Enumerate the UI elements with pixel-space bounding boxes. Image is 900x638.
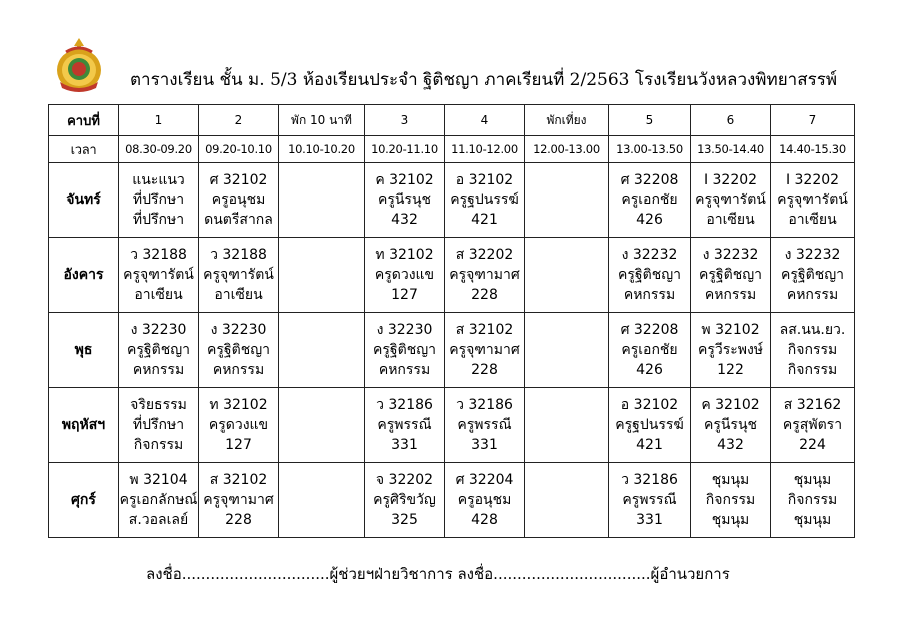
class-cell-line: ง 32230 bbox=[376, 322, 433, 338]
class-cell-line: ส 32102 bbox=[455, 322, 514, 338]
class-cell bbox=[609, 313, 691, 388]
class-cell-line: ค 32102 bbox=[701, 397, 760, 413]
class-cell-line: ส 32162 bbox=[783, 397, 842, 413]
class-cell-line: ครูศิริขวัญ bbox=[373, 492, 436, 508]
class-cell-line: ครูจุฑารัตน์ bbox=[203, 267, 274, 283]
class-cell-line: ครูจุฑารัตน์ bbox=[695, 192, 766, 208]
class-cell-line: 426 bbox=[636, 212, 663, 228]
class-cell-line: กิจกรรม bbox=[787, 342, 838, 358]
class-cell-line: ศ 32102 bbox=[209, 172, 268, 188]
time-cell: 10.20-11.10 bbox=[365, 136, 445, 163]
class-cell bbox=[691, 463, 771, 538]
class-cell bbox=[199, 463, 279, 538]
class-cell-line: 122 bbox=[717, 362, 744, 378]
class-cell-line: 421 bbox=[471, 212, 498, 228]
class-cell bbox=[771, 238, 855, 313]
class-cell-line: กิจกรรม bbox=[133, 437, 184, 453]
period-label: คาบที่ bbox=[49, 105, 119, 136]
class-cell bbox=[525, 388, 609, 463]
class-cell-line: คหกรรม bbox=[786, 287, 839, 303]
class-cell-line: ครูอนุชม bbox=[211, 192, 266, 208]
class-cell bbox=[609, 238, 691, 313]
class-cell-line: 127 bbox=[225, 437, 252, 453]
class-cell-line: กิจกรรม bbox=[787, 492, 838, 508]
time-cell: 11.10-12.00 bbox=[445, 136, 525, 163]
class-cell bbox=[691, 388, 771, 463]
period-header-cell: 2 bbox=[199, 105, 279, 136]
period-header-cell: 7 bbox=[771, 105, 855, 136]
class-cell bbox=[365, 388, 445, 463]
day-name: จันทร์ bbox=[49, 163, 119, 238]
class-cell-line: ง 32232 bbox=[621, 247, 678, 263]
class-cell bbox=[771, 313, 855, 388]
class-cell-line: ศ 32208 bbox=[620, 322, 679, 338]
class-cell-line: 331 bbox=[636, 512, 663, 528]
class-cell bbox=[119, 238, 199, 313]
day-row bbox=[49, 163, 855, 238]
class-cell bbox=[771, 463, 855, 538]
day-name: อังคาร bbox=[49, 238, 119, 313]
class-cell-line: 228 bbox=[471, 362, 498, 378]
class-cell-line: ครูนีรนุช bbox=[377, 192, 432, 208]
signature-line: ลงชื่อ...............................ผู้ช่วยฯฝ่ายวิชาการ ลงชื่อ.................................ผู้อำนวยการ bbox=[146, 565, 730, 583]
period-header-cell: พักเที่ยง bbox=[525, 105, 609, 136]
class-cell-line: อ 32102 bbox=[620, 397, 679, 413]
class-cell-line: ลส.นน.ยว. bbox=[779, 322, 846, 338]
class-cell-line: คหกรรม bbox=[378, 362, 431, 378]
page-title: ตารางเรียน ชั้น ม. 5/3 ห้องเรียนประจำ ฐิติชญา ภาคเรียนที่ 2/2563 โรงเรียนวังหลวงพิทยาสรรพ์ bbox=[130, 70, 838, 90]
class-cell bbox=[365, 313, 445, 388]
class-cell-line: คหกรรม bbox=[132, 362, 185, 378]
class-cell bbox=[445, 388, 525, 463]
time-label: เวลา bbox=[49, 136, 119, 163]
class-cell-line: ว 32186 bbox=[456, 397, 513, 413]
class-cell bbox=[365, 463, 445, 538]
class-cell-line: ที่ปรึกษา bbox=[132, 192, 185, 208]
class-cell-line: ง 32230 bbox=[130, 322, 187, 338]
class-cell bbox=[119, 163, 199, 238]
class-cell-line: ครูฐปนรรฆ์ bbox=[450, 192, 519, 208]
class-cell-line: 426 bbox=[636, 362, 663, 378]
class-cell-line: ชุมนุม bbox=[711, 472, 750, 488]
class-cell-line: อ 32102 bbox=[455, 172, 514, 188]
period-header-cell: 4 bbox=[445, 105, 525, 136]
class-cell-line: ครูฐิติชญา bbox=[373, 342, 436, 358]
class-cell-line: ว 32188 bbox=[210, 247, 267, 263]
time-cell: 10.10-10.20 bbox=[279, 136, 365, 163]
class-cell-line: ครูฐปนรรฆ์ bbox=[615, 417, 684, 433]
class-cell-line: ครูฐิติชญา bbox=[618, 267, 681, 283]
class-cell-line: ว 32186 bbox=[621, 472, 678, 488]
class-cell-line: ส 32202 bbox=[455, 247, 514, 263]
class-cell-line: ศ 32208 bbox=[620, 172, 679, 188]
class-cell-line: ครูเอกชัย bbox=[621, 192, 678, 208]
class-cell-line: I 32202 bbox=[703, 172, 758, 188]
class-cell bbox=[119, 388, 199, 463]
class-cell-line: ครูจุฑามาศ bbox=[449, 342, 520, 358]
class-cell-line: พ 32102 bbox=[701, 322, 760, 338]
class-cell-line: ชุมนุม bbox=[793, 472, 832, 488]
class-cell-line: ครูนีรนุช bbox=[703, 417, 758, 433]
class-cell-line: อาเซียน bbox=[788, 212, 837, 228]
class-cell-line: 228 bbox=[471, 287, 498, 303]
time-cell: 13.00-13.50 bbox=[609, 136, 691, 163]
class-cell-line: ท 32102 bbox=[209, 397, 268, 413]
class-cell-line: กิจกรรม bbox=[705, 492, 756, 508]
class-cell-line: ครูจุฑามาศ bbox=[449, 267, 520, 283]
class-cell bbox=[199, 313, 279, 388]
period-header-cell: 1 bbox=[119, 105, 199, 136]
class-cell-line: ค 32102 bbox=[375, 172, 434, 188]
class-cell bbox=[609, 388, 691, 463]
period-header-row bbox=[49, 105, 855, 136]
class-cell-line: ส.วอลเลย์ bbox=[128, 512, 189, 528]
class-cell bbox=[199, 163, 279, 238]
class-cell bbox=[199, 238, 279, 313]
class-cell bbox=[771, 388, 855, 463]
day-name: พุธ bbox=[49, 313, 119, 388]
day-row bbox=[49, 238, 855, 313]
class-cell-line: อาเซียน bbox=[214, 287, 263, 303]
class-cell-line: ง 32232 bbox=[702, 247, 759, 263]
class-cell bbox=[771, 163, 855, 238]
class-cell bbox=[691, 238, 771, 313]
class-cell bbox=[445, 463, 525, 538]
period-header-cell: 5 bbox=[609, 105, 691, 136]
class-cell bbox=[691, 163, 771, 238]
class-cell-line: ครูจุฑารัตน์ bbox=[777, 192, 848, 208]
class-cell bbox=[525, 463, 609, 538]
class-cell-line: ครูพรรณี bbox=[377, 417, 432, 433]
class-cell-line: ชุมนุม bbox=[793, 512, 832, 528]
class-cell-line: คหกรรม bbox=[212, 362, 265, 378]
class-cell-line: ดนตรีสากล bbox=[204, 212, 273, 228]
class-cell-line: ครูเอกลักษณ์ bbox=[119, 492, 198, 508]
class-cell-line: ง 32230 bbox=[210, 322, 267, 338]
class-cell-line: กิจกรรม bbox=[787, 362, 838, 378]
period-header-cell: 6 bbox=[691, 105, 771, 136]
class-cell-line: 127 bbox=[391, 287, 418, 303]
class-cell-line: จริยธรรม bbox=[130, 397, 187, 413]
class-cell bbox=[691, 313, 771, 388]
class-cell-line: ครูดวงแข bbox=[208, 417, 269, 433]
class-cell-line: จ 32202 bbox=[375, 472, 434, 488]
day-row bbox=[49, 313, 855, 388]
class-cell-line: I 32202 bbox=[785, 172, 840, 188]
class-cell-line: ท 32102 bbox=[375, 247, 434, 263]
class-cell-line: 432 bbox=[391, 212, 418, 228]
class-cell-line: ครูฐิติชญา bbox=[207, 342, 270, 358]
day-row bbox=[49, 463, 855, 538]
class-cell-line: ครูฐิติชญา bbox=[699, 267, 762, 283]
class-cell bbox=[279, 238, 365, 313]
class-cell bbox=[119, 463, 199, 538]
class-cell bbox=[445, 163, 525, 238]
class-cell-line: ว 32188 bbox=[130, 247, 187, 263]
class-cell-line: ว 32186 bbox=[376, 397, 433, 413]
class-cell bbox=[279, 388, 365, 463]
period-header-cell: พัก 10 นาที bbox=[279, 105, 365, 136]
day-name: พฤหัสฯ bbox=[49, 388, 119, 463]
day-name: ศุกร์ bbox=[49, 463, 119, 538]
timetable bbox=[48, 104, 855, 538]
class-cell-line: 421 bbox=[636, 437, 663, 453]
class-cell bbox=[279, 163, 365, 238]
class-cell-line: ครูจุฑามาศ bbox=[203, 492, 274, 508]
class-cell-line: ครูอนุชม bbox=[457, 492, 512, 508]
class-cell bbox=[445, 313, 525, 388]
class-cell-line: ส 32102 bbox=[209, 472, 268, 488]
time-cell: 08.30-09.20 bbox=[119, 136, 199, 163]
class-cell bbox=[365, 163, 445, 238]
class-cell-line: ครูจุฑารัตน์ bbox=[123, 267, 194, 283]
class-cell-line: ศ 32204 bbox=[455, 472, 514, 488]
class-cell-line: อาเซียน bbox=[134, 287, 183, 303]
class-cell-line: ครูวีระพงษ์ bbox=[697, 342, 764, 358]
class-cell-line: ง 32232 bbox=[784, 247, 841, 263]
class-cell bbox=[609, 463, 691, 538]
class-cell bbox=[119, 313, 199, 388]
class-cell-line: 228 bbox=[225, 512, 252, 528]
class-cell-line: อาเซียน bbox=[706, 212, 755, 228]
class-cell-line: 325 bbox=[391, 512, 418, 528]
class-cell bbox=[525, 163, 609, 238]
class-cell-line: 331 bbox=[471, 437, 498, 453]
time-row bbox=[49, 136, 855, 163]
class-cell-line: ที่ปรึกษา bbox=[132, 417, 185, 433]
class-cell-line: ชุมนุม bbox=[711, 512, 750, 528]
time-cell: 13.50-14.40 bbox=[691, 136, 771, 163]
time-cell: 14.40-15.30 bbox=[771, 136, 855, 163]
class-cell bbox=[279, 463, 365, 538]
class-cell-line: ครูฐิติชญา bbox=[781, 267, 844, 283]
class-cell bbox=[525, 313, 609, 388]
class-cell bbox=[199, 388, 279, 463]
class-cell-line: ครูฐิติชญา bbox=[127, 342, 190, 358]
class-cell bbox=[445, 238, 525, 313]
class-cell-line: 432 bbox=[717, 437, 744, 453]
class-cell-line: แนะแนว bbox=[132, 172, 185, 188]
class-cell-line: ครูเอกชัย bbox=[621, 342, 678, 358]
class-cell-line: ครูพรรณี bbox=[622, 492, 677, 508]
class-cell-line: ครูสุพัตรา bbox=[782, 417, 843, 433]
class-cell bbox=[525, 238, 609, 313]
class-cell-line: 331 bbox=[391, 437, 418, 453]
class-cell-line: ที่ปรึกษา bbox=[132, 212, 185, 228]
time-cell: 09.20-10.10 bbox=[199, 136, 279, 163]
class-cell bbox=[609, 163, 691, 238]
class-cell-line: ครูดวงแข bbox=[374, 267, 435, 283]
time-cell: 12.00-13.00 bbox=[525, 136, 609, 163]
school-emblem-icon bbox=[54, 36, 104, 94]
day-row bbox=[49, 388, 855, 463]
class-cell-line: คหกรรม bbox=[704, 287, 757, 303]
class-cell-line: 428 bbox=[471, 512, 498, 528]
class-cell-line: ครูพรรณี bbox=[457, 417, 512, 433]
period-header-cell: 3 bbox=[365, 105, 445, 136]
class-cell bbox=[279, 313, 365, 388]
class-cell-line: 224 bbox=[799, 437, 826, 453]
class-cell-line: พ 32104 bbox=[129, 472, 188, 488]
class-cell-line: คหกรรม bbox=[623, 287, 676, 303]
class-cell bbox=[365, 238, 445, 313]
